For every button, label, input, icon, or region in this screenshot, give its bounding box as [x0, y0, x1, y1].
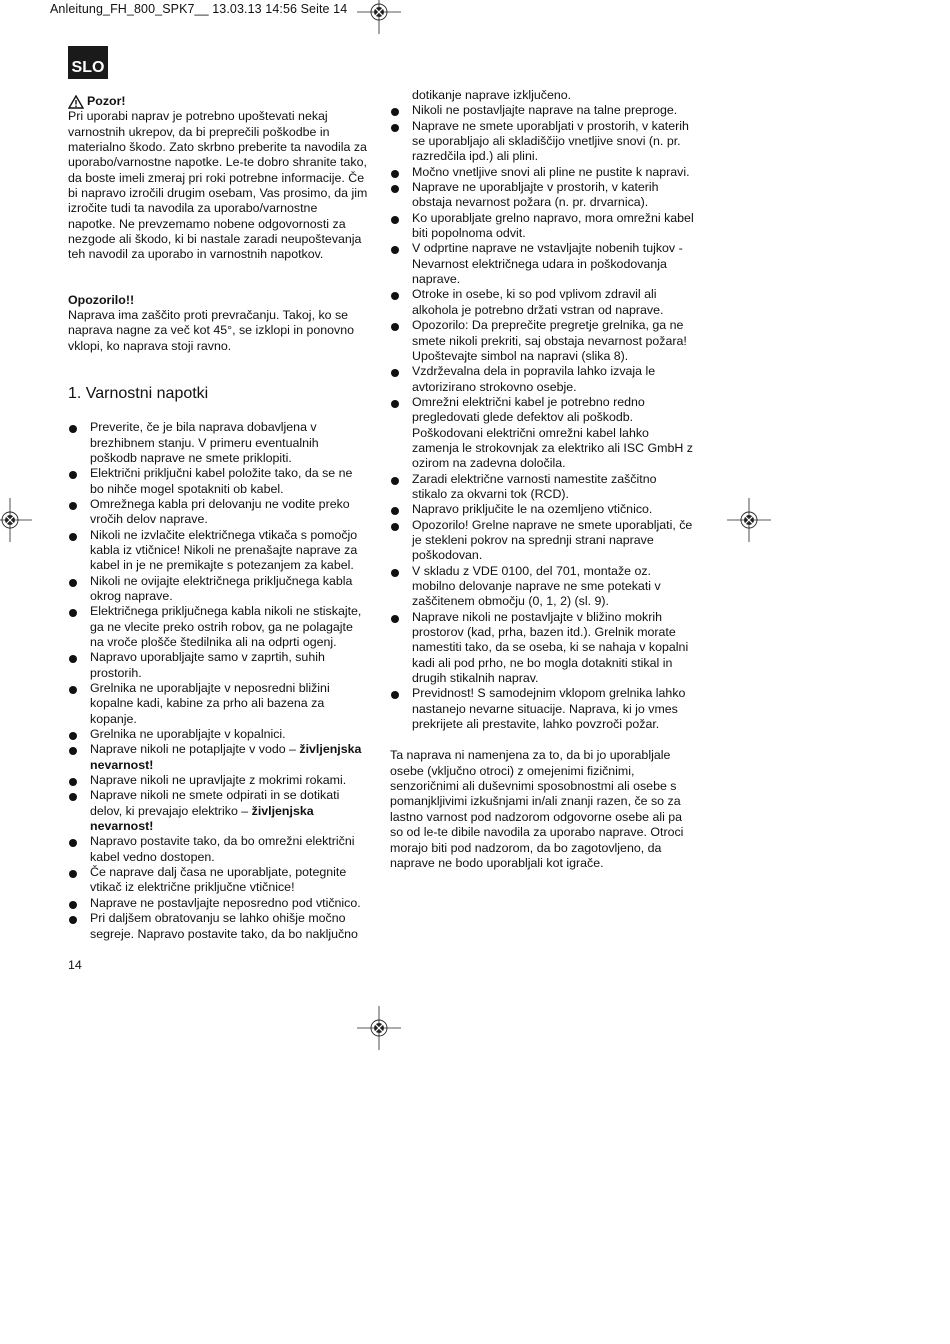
crop-mark-bottom: [357, 1006, 401, 1050]
print-header: Anleitung_FH_800_SPK7__ 13.03.13 14:56 Seite 14: [50, 2, 348, 16]
list-item: Napravo postavite tako, da bo omrežni električni kabel vedno dostopen.: [68, 834, 368, 865]
list-item: Nikoli ne ovijajte električnega priključnega kabla okrog naprave.: [68, 574, 368, 605]
list-item: Močno vnetljive snovi ali pline ne pustite k napravi.: [390, 165, 695, 180]
safety-list-left: [68, 420, 368, 942]
list-item: Omrežnega kabla pri delovanju ne vodite preko vročih delov naprave.: [68, 497, 368, 528]
list-item: Vzdrževalna dela in popravila lahko izvaja le avtorizirano strokovno osebje.: [390, 364, 695, 395]
crop-mark-right: [727, 498, 771, 542]
list-item: Ko uporabljate grelno napravo, mora omrežni kabel biti popolnoma odvit.: [390, 211, 695, 242]
list-item: Nikoli ne postavljajte naprave na talne preproge.: [390, 103, 695, 118]
list-item: Električnega priključnega kabla nikoli ne stiskajte, ga ne vlecite preko ostrih robov, ga ne polagajte na vroče plošče štedilnika ali na odprti ogenj.: [68, 604, 368, 650]
warning-triangle-icon: [68, 95, 84, 109]
list-item: Električni priključni kabel položite tako, da se ne bo nihče mogel spotakniti ob kabel.: [68, 466, 368, 497]
warning-text: Pri uporabi naprav je potrebno upoštevati nekaj varnostnih ukrepov, da bi preprečili poškodbe in materialno škodo. Zato skrbno preberite ta navodila za uporabo/varnostne napotke. Le-te dobro shranite tako, da boste imeli zmeraj pri roki potrebne informacije. Če bi napravo izročili drugim osebam, Vas prosimo, da jim izročite tudi ta navodila za uporabo/varnostne napotke. Ne prevzemamo nobene odgovornosti za nezgode ali škodo, ki bi nastale zaradi neupoštevanja teh navodil za uporabo in varnostnih napotkov.: [68, 109, 368, 262]
list-item: [68, 742, 368, 773]
list-item: Zaradi električne varnosti namestite zaščitno stikalo za okvarni tok (RCD).: [390, 472, 695, 503]
list-item: [68, 788, 368, 834]
page-number: 14: [68, 958, 82, 972]
list-item: Nikoli ne izvlačite električnega vtikača s pomočjo kabla iz vtičnice! Nikoli ne prenašajte naprave za kabel in je ne premikajte s potezanjem za kabel.: [68, 528, 368, 574]
list-item: Naprave ne postavljajte neposredno pod vtičnico.: [68, 896, 368, 911]
list-item: Naprave ne uporabljajte v prostorih, v katerih obstaja nevarnost požara (n. pr. drvarnica).: [390, 180, 695, 211]
list-item: Napravo priključite le na ozemljeno vtičnico.: [390, 502, 695, 517]
list-item: Preverite, če je bila naprava dobavljena v brezhibnem stanju. V primeru eventualnih poškodb naprave ne smete priklopiti.: [68, 420, 368, 466]
list-item: Opozorilo: Da preprečite pregretje grelnika, ga ne smete nikoli prekriti, saj obstaja nevarnost požara! Upoštevajte simbol na napravi (slika 8).: [390, 318, 695, 364]
left-column: [68, 94, 368, 942]
list-item-text: Naprave nikoli ne smete odpirati in se dotikati delov, ki prevajajo elektriko –: [90, 788, 340, 818]
list-item: Grelnika ne uporabljajte v kopalnici.: [68, 727, 368, 742]
list-item: Napravo uporabljajte samo v zaprtih, suhih prostorih.: [68, 650, 368, 681]
list-item: Pri daljšem obratovanju se lahko ohišje močno segreje. Napravo postavite tako, da bo naključno: [68, 911, 368, 942]
list-item-emphasis: življenjska nevarnost!: [90, 803, 314, 834]
closing-paragraph: Ta naprava ni namenjena za to, da bi jo uporabljale osebe (vključno otroci) z omejenimi fizičnimi, senzoričnimi ali duševnimi sposobnostmi ali osebe s pomanjkljivimi izkušnjami in/ali znanji razen, če so za lastno varnost pod nadzorom odgovorne osebe ali pa so od le-te dibile navodila za uporabo naprave. Otroci morajo biti pod nadzorom, da bo zagotovljeno, da naprave ne bodo uporabljali kot igrače.: [390, 748, 684, 870]
list-item: Naprave ne smete uporabljati v prostorih, v katerih se uporabljajo ali skladiščijo vnetljive snovi (n. pr. razredčila ipd.) ali plini.: [390, 119, 695, 165]
language-badge: SLO: [68, 46, 108, 79]
crop-mark-left: [0, 498, 32, 542]
warning-heading: [68, 94, 368, 109]
list-item: Otroke in osebe, ki so pod vplivom zdravil ali alkohola je potrebno držati vstran od naprave.: [390, 287, 695, 318]
list-item: Previdnost! S samodejnim vklopom grelnika lahko nastanejo nevarne situacije. Naprava, ki jo vmes prekrijete ali prestavite, lahko povzroči požar.: [390, 686, 695, 732]
warning-title: Pozor!: [87, 94, 126, 108]
list-item-text: Naprave nikoli ne potapljajte v vodo –: [90, 742, 300, 757]
list-item: Omrežni električni kabel je potrebno redno pregledovati glede defektov ali poškodb. Poškodovani električni omrežni kabel lahko zamenja le strokovnjak za elektriko ali ISC GmbH z ozirom na zadevna določila.: [390, 395, 695, 472]
caution-title: Opozorilo!!: [68, 292, 135, 307]
caution-text: Naprava ima zaščito proti prevračanju. Takoj, ko se naprava nagne za več kot 45°, se izklopi in ponovno vklopi, ko naprava stoji ravno.: [68, 308, 354, 353]
list-item: Če naprave dalj časa ne uporabljate, potegnite vtikač iz električne priključne vtičnice!: [68, 865, 368, 896]
list-item-emphasis: življenjska nevarnost!: [90, 742, 362, 772]
list-item: V skladu z VDE 0100, del 701, montaže oz. mobilno delovanje naprave ne sme potekati v zaščitenem območju (0, 1, 2) (sl. 9).: [390, 564, 695, 610]
right-column: [390, 88, 695, 871]
section-title: 1. Varnostni napotki: [68, 385, 209, 403]
list-item: Naprave nikoli ne upravljajte z mokrimi rokami.: [68, 773, 368, 788]
safety-list-right: [390, 88, 695, 732]
list-item: Opozorilo! Grelne naprave ne smete uporabljati, če je stekleni pokrov na sprednji strani naprave poškodovan.: [390, 518, 695, 564]
crop-mark-top: [357, 0, 401, 34]
list-item-continuation: dotikanje naprave izključeno.: [412, 88, 572, 102]
list-item: Grelnika ne uporabljajte v neposredni bližini kopalne kadi, kabine za prho ali bazena za kopanje.: [68, 681, 368, 727]
list-item: Naprave nikoli ne postavljajte v bližino mokrih prostorov (kad, prha, bazen itd.). Grelnik morate namestiti tako, da se oseba, ki se nahaja v kopalni kadi ali pod prho, ne bo mogla dotakniti stikal in drugih stikalnih naprav.: [390, 610, 695, 687]
list-item: V odprtine naprave ne vstavljajte nobenih tujkov - Nevarnost električnega udara in poškodovanja naprave.: [390, 241, 695, 287]
